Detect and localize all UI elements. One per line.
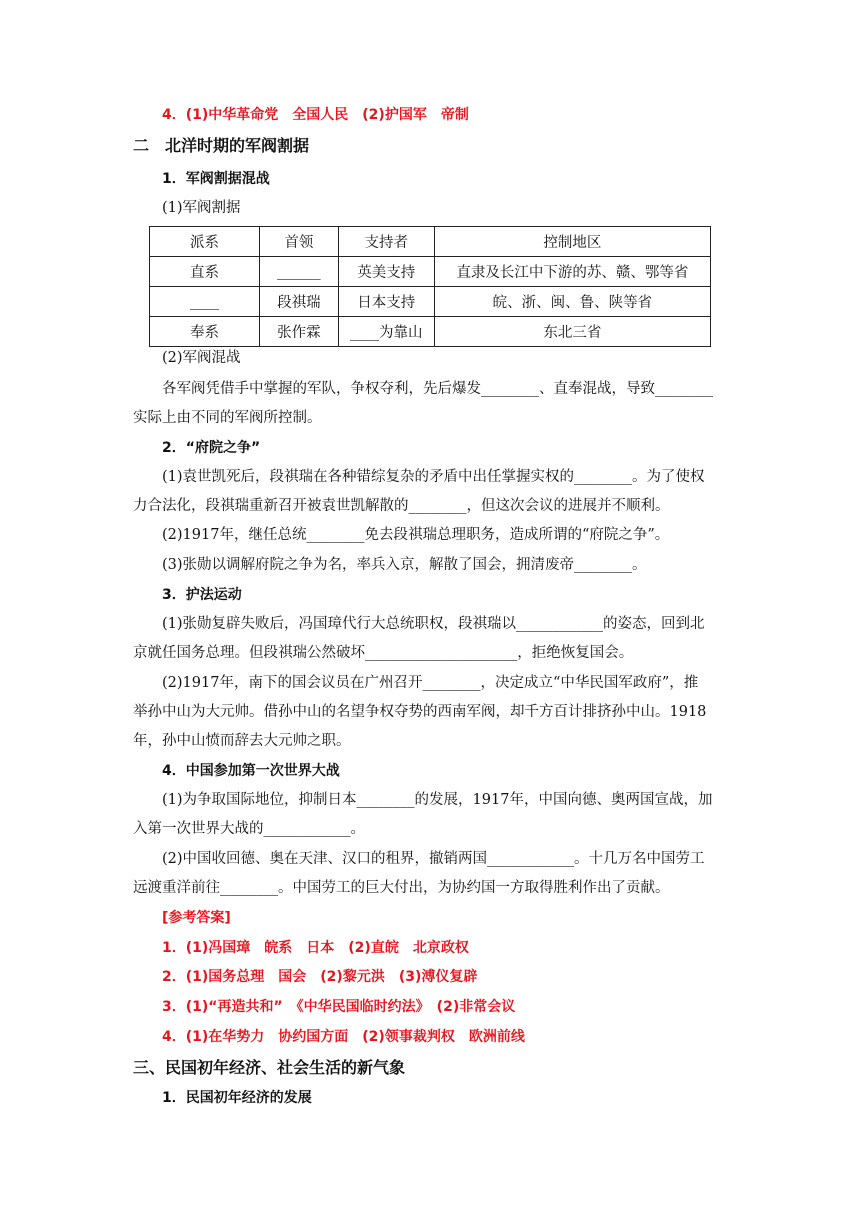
paragraph-line: (2)1917年，南下的国会议员在广州召开________，决定成立“中华民国军政府”，推 [162,675,699,691]
top-answer-line: 4．(1)中华革命党 全国人民 (2)护国军 帝制 [162,107,469,123]
table-cell: 日本支持 [338,287,434,317]
answer-line: 4．(1)在华势力 协约国方面 (2)领事裁判权 欧洲前线 [162,1029,525,1045]
table-cell: 直隶及长江中下游的苏、赣、鄂等省 [434,257,710,287]
paragraph-line: 实际上由不同的军阀所控制。 [133,410,322,426]
table-cell: ______ [260,257,339,287]
answer-label: [参考答案] [162,910,231,926]
paragraph-line: (2)中国收回德、奥在天津、汉口的租界，撤销两国____________。十几万名中国劳工 [162,851,705,867]
table-row [150,257,711,287]
table-cell: 英美支持 [338,257,434,287]
paragraph-line: 远渡重洋前往________。中国劳工的巨大付出，为协约国一方取得胜利作出了贡献。 [133,880,670,896]
paragraph-line: 入第一次世界大战的____________。 [133,821,365,837]
table-header-cell: 首领 [260,227,339,257]
subsection-1a-label: (1)军阀割据 [162,200,241,216]
paragraph-line: 各军阀凭借手中掌握的军队，争权夺利，先后爆发________、直奉混战，导致________ [162,381,713,397]
table-header-cell: 控制地区 [434,227,710,257]
subsection-1b-label: (2)军阀混战 [162,350,241,366]
subsection-2-heading: 2．“府院之争” [162,440,261,456]
table-header-cell: 支持者 [338,227,434,257]
paragraph-line: 年，孙中山愤而辞去大元帅之职。 [133,733,351,749]
paragraph-line: 京就任国务总理。但段祺瑞公然破坏_____________________，拒绝恢复国会。 [133,645,634,661]
section-3-subsection-1: 1．民国初年经济的发展 [162,1090,312,1106]
subsection-1-heading: 1．军阀割据混战 [162,171,270,187]
paragraph-line: (1)张勋复辟失败后，冯国璋代行大总统职权，段祺瑞以____________的姿态，回到北 [162,616,705,632]
answer-line: 2．(1)国务总理 国会 (2)黎元洪 (3)溥仪复辟 [162,969,478,985]
paragraph-line: 举孙中山为大元帅。借孙中山的名望争权夺势的西南军阀，却千方百计排挤孙中山。1918 [133,704,707,720]
table-header-cell: 派系 [150,227,260,257]
table-header-row [150,227,711,257]
subsection-3-heading: 3．护法运动 [162,587,242,603]
table-cell: 段祺瑞 [260,287,339,317]
table-row [150,287,711,317]
paragraph-line: (1)为争取国际地位，抑制日本________的发展，1917年，中国向德、奥两国宣战，加 [162,792,713,808]
table-cell: ____ [150,287,260,317]
table-row [150,317,711,347]
table-cell: 直系 [150,257,260,287]
table-cell: 奉系 [150,317,260,347]
warlord-factions-table [149,226,711,347]
paragraph-line: (3)张勋以调解府院之争为名，率兵入京，解散了国会，拥清废帝________。 [162,557,647,573]
table-cell: 皖、浙、闽、鲁、陕等省 [434,287,710,317]
table-cell: ____为靠山 [338,317,434,347]
paragraph-line: 力合法化，段祺瑞重新召开被袁世凯解散的________，但这次会议的进展并不顺利。 [133,498,670,514]
subsection-4-heading: 4．中国参加第一次世界大战 [162,763,340,779]
paragraph-line: (2)1917年，继任总统________免去段祺瑞总理职务，造成所谓的“府院之争”。 [162,527,670,543]
table-cell: 张作霖 [260,317,339,347]
table-cell: 东北三省 [434,317,710,347]
section-3-heading: 三、民国初年经济、社会生活的新气象 [133,1058,406,1077]
answer-line: 3．(1)“再造共和” 《中华民国临时约法》 (2)非常会议 [162,999,516,1015]
paragraph-line: (1)袁世凯死后，段祺瑞在各种错综复杂的矛盾中出任掌握实权的________。为了使权 [162,469,705,485]
section-2-heading: 二 北洋时期的军阀割据 [133,136,310,155]
answer-line: 1．(1)冯国璋 皖系 日本 (2)直皖 北京政权 [162,940,469,956]
